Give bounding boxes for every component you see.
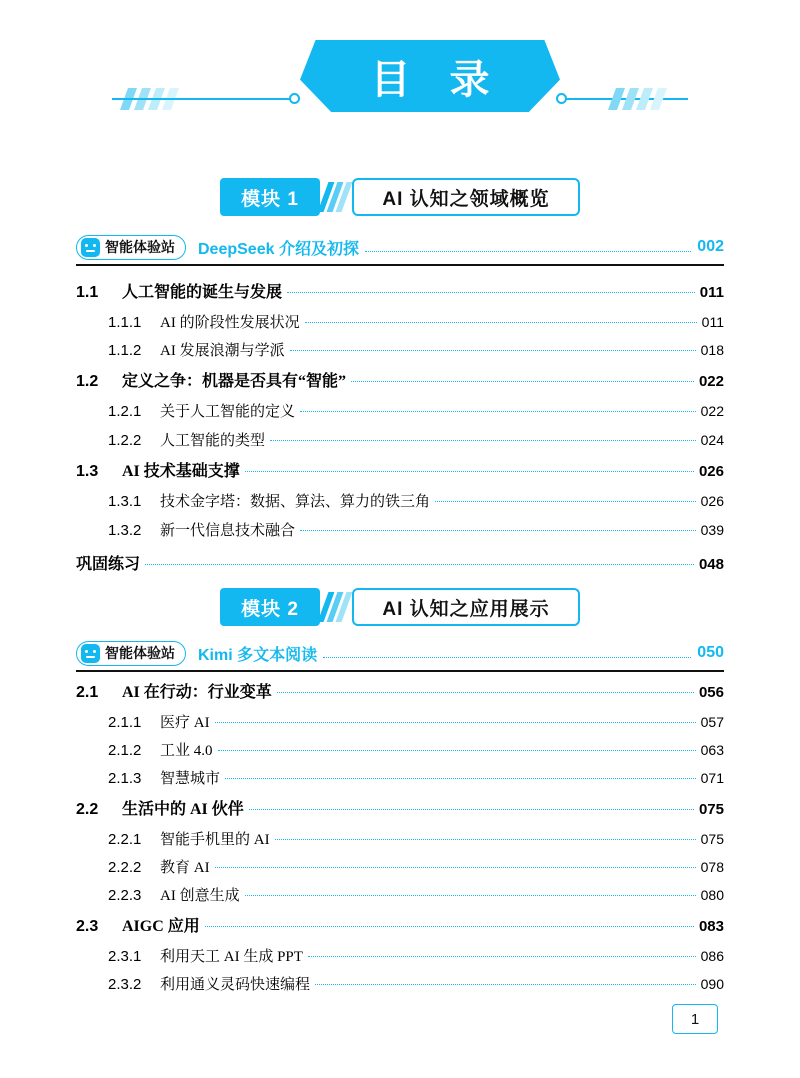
toc-entry[interactable] bbox=[76, 458, 724, 484]
toc-entry[interactable] bbox=[108, 945, 724, 971]
entry-number: 2.3.1 bbox=[108, 948, 142, 965]
entry-title: 关于人工智能的定义 bbox=[160, 404, 296, 420]
entry-number: 1.3.2 bbox=[108, 522, 142, 539]
entry-title: 教育 AI bbox=[160, 860, 210, 876]
entry-title: AI 的阶段性发展状况 bbox=[160, 315, 300, 331]
leader-dots bbox=[270, 440, 696, 441]
toc-entry[interactable] bbox=[76, 679, 724, 705]
leader-dots bbox=[315, 984, 696, 985]
leader-dots bbox=[215, 722, 696, 723]
leader-dots bbox=[215, 867, 696, 868]
entry-page: 075 bbox=[700, 831, 724, 847]
toc-entry[interactable] bbox=[108, 429, 724, 455]
leader-dots bbox=[225, 778, 696, 779]
leader-dots bbox=[277, 692, 694, 693]
entry-number: 1.2.2 bbox=[108, 432, 142, 449]
leader-dots bbox=[323, 657, 691, 658]
entry-title: 利用通义灵码快速编程 bbox=[160, 977, 311, 993]
entry-number: 2.2.3 bbox=[108, 887, 142, 904]
entry-title: AI 创意生成 bbox=[160, 888, 240, 904]
entry-page: 083 bbox=[698, 918, 724, 935]
entry-title: AIGC 应用 bbox=[122, 918, 200, 935]
experience-station-1-title: DeepSeek 介绍及初探 bbox=[198, 240, 359, 258]
experience-station-2-page: 050 bbox=[697, 644, 724, 661]
entry-page: 022 bbox=[700, 403, 724, 419]
leader-dots bbox=[365, 251, 691, 252]
module-1-title: AI 认知之领域概览 bbox=[352, 178, 580, 216]
entry-title: 新一代信息技术融合 bbox=[160, 523, 296, 539]
entry-title: 定义之争：机器是否具有“智能” bbox=[122, 373, 347, 390]
entry-page: 026 bbox=[700, 493, 724, 509]
toc-entry[interactable] bbox=[108, 767, 724, 793]
entry-title: 工业 4.0 bbox=[160, 743, 213, 759]
leader-dots bbox=[145, 564, 694, 565]
section-divider-1 bbox=[76, 264, 724, 266]
module-2-stripes-icon bbox=[323, 588, 349, 626]
entry-number: 1.2 bbox=[76, 373, 99, 390]
module-header-2 bbox=[220, 588, 580, 626]
decorative-slashes-right bbox=[612, 88, 663, 110]
page-header bbox=[0, 0, 800, 150]
entry-page: 080 bbox=[700, 887, 724, 903]
toc-entry[interactable] bbox=[108, 711, 724, 737]
entry-title: 智能手机里的 AI bbox=[160, 832, 270, 848]
entry-page: 057 bbox=[700, 714, 724, 730]
leader-dots bbox=[300, 411, 696, 412]
entry-page: 039 bbox=[700, 522, 724, 538]
entry-number: 2.1.2 bbox=[108, 742, 142, 759]
experience-station-1[interactable] bbox=[76, 232, 724, 262]
entry-number: 1.1.1 bbox=[108, 314, 142, 331]
entry-page: 011 bbox=[699, 284, 724, 301]
entry-title: 利用天工 AI 生成 PPT bbox=[160, 949, 303, 965]
entry-page: 075 bbox=[698, 801, 724, 818]
toc-entry[interactable] bbox=[108, 739, 724, 765]
entry-title: AI 在行动：行业变革 bbox=[122, 684, 272, 701]
leader-dots bbox=[290, 350, 696, 351]
entry-number: 1.1.2 bbox=[108, 342, 142, 359]
entry-number: 1.2.1 bbox=[108, 403, 142, 420]
entry-number: 1.3.1 bbox=[108, 493, 142, 510]
experience-station-1-badge-label: 智能体验站 bbox=[105, 239, 175, 255]
entry-page: 026 bbox=[698, 463, 724, 480]
toc-entry[interactable] bbox=[108, 400, 724, 426]
entry-number: 2.2 bbox=[76, 801, 99, 818]
experience-station-2-badge bbox=[76, 641, 186, 666]
module-2-tag: 模块 2 bbox=[220, 588, 320, 626]
toc-entry[interactable] bbox=[108, 884, 724, 910]
entry-page: 022 bbox=[698, 373, 724, 390]
leader-dots bbox=[245, 471, 694, 472]
entry-title: 智慧城市 bbox=[160, 771, 221, 787]
module-2-title: AI 认知之应用展示 bbox=[352, 588, 580, 626]
toc-entry[interactable] bbox=[108, 311, 724, 337]
entry-title: AI 发展浪潮与学派 bbox=[160, 343, 285, 359]
entry-title: 生活中的 AI 伙伴 bbox=[122, 801, 244, 818]
entry-number: 2.2.1 bbox=[108, 831, 142, 848]
leader-dots bbox=[308, 956, 696, 957]
toc-entry[interactable] bbox=[108, 973, 724, 999]
experience-station-1-page: 002 bbox=[697, 238, 724, 255]
entry-number: 2.2.2 bbox=[108, 859, 142, 876]
toc-entry[interactable] bbox=[76, 368, 724, 394]
experience-station-2-title: Kimi 多文本阅读 bbox=[198, 646, 318, 664]
toc-entry[interactable] bbox=[108, 339, 724, 365]
toc-entry[interactable] bbox=[108, 856, 724, 882]
toc-entry[interactable] bbox=[108, 490, 724, 516]
entry-number: 1.1 bbox=[76, 284, 99, 301]
entry-title: 医疗 AI bbox=[160, 715, 210, 731]
robot-icon bbox=[81, 238, 100, 257]
experience-station-2-badge-label: 智能体验站 bbox=[105, 645, 175, 661]
leader-dots bbox=[218, 750, 696, 751]
entry-page: 018 bbox=[700, 342, 724, 358]
leader-dots bbox=[287, 292, 695, 293]
page-title: 目 录 bbox=[370, 57, 504, 102]
entry-number: 2.1 bbox=[76, 684, 99, 701]
leader-dots bbox=[249, 809, 694, 810]
entry-title: 人工智能的类型 bbox=[160, 433, 266, 449]
entry-page: 063 bbox=[700, 742, 724, 758]
toc-entry-practice[interactable] bbox=[76, 551, 724, 577]
toc-entry[interactable] bbox=[108, 828, 724, 854]
entry-number: 1.3 bbox=[76, 463, 99, 480]
leader-dots bbox=[305, 322, 697, 323]
leader-dots bbox=[300, 530, 696, 531]
section-divider-2 bbox=[76, 670, 724, 672]
entry-title: 巩固练习 bbox=[76, 556, 141, 573]
toc-entry[interactable] bbox=[76, 796, 724, 822]
robot-icon bbox=[81, 644, 100, 663]
entry-page: 086 bbox=[700, 948, 724, 964]
entry-number: 2.3.2 bbox=[108, 976, 142, 993]
toc-entry[interactable] bbox=[76, 279, 724, 305]
module-1-tag: 模块 1 bbox=[220, 178, 320, 216]
page-number: 1 bbox=[672, 1004, 718, 1034]
leader-dots bbox=[351, 381, 694, 382]
experience-station-2[interactable] bbox=[76, 638, 724, 668]
entry-page: 011 bbox=[701, 314, 724, 330]
header-dot-left-icon bbox=[289, 93, 300, 104]
entry-page: 024 bbox=[700, 432, 724, 448]
module-1-stripes-icon bbox=[323, 178, 349, 216]
entry-page: 048 bbox=[698, 556, 724, 573]
entry-page: 071 bbox=[700, 770, 724, 786]
entry-title: AI 技术基础支撑 bbox=[122, 463, 240, 480]
header-rule-left bbox=[112, 98, 294, 100]
toc-entry[interactable] bbox=[76, 913, 724, 939]
entry-title: 人工智能的诞生与发展 bbox=[122, 284, 283, 301]
leader-dots bbox=[245, 895, 696, 896]
module-header-1 bbox=[220, 178, 580, 216]
entry-number: 2.1.1 bbox=[108, 714, 142, 731]
entry-page: 090 bbox=[700, 976, 724, 992]
entry-title: 技术金字塔：数据、算法、算力的铁三角 bbox=[160, 494, 431, 510]
toc-entry[interactable] bbox=[108, 519, 724, 545]
entry-page: 078 bbox=[700, 859, 724, 875]
leader-dots bbox=[275, 839, 696, 840]
experience-station-1-badge bbox=[76, 235, 186, 260]
leader-dots bbox=[205, 926, 694, 927]
leader-dots bbox=[435, 501, 696, 502]
entry-number: 2.1.3 bbox=[108, 770, 142, 787]
entry-page: 056 bbox=[698, 684, 724, 701]
entry-number: 2.3 bbox=[76, 918, 99, 935]
